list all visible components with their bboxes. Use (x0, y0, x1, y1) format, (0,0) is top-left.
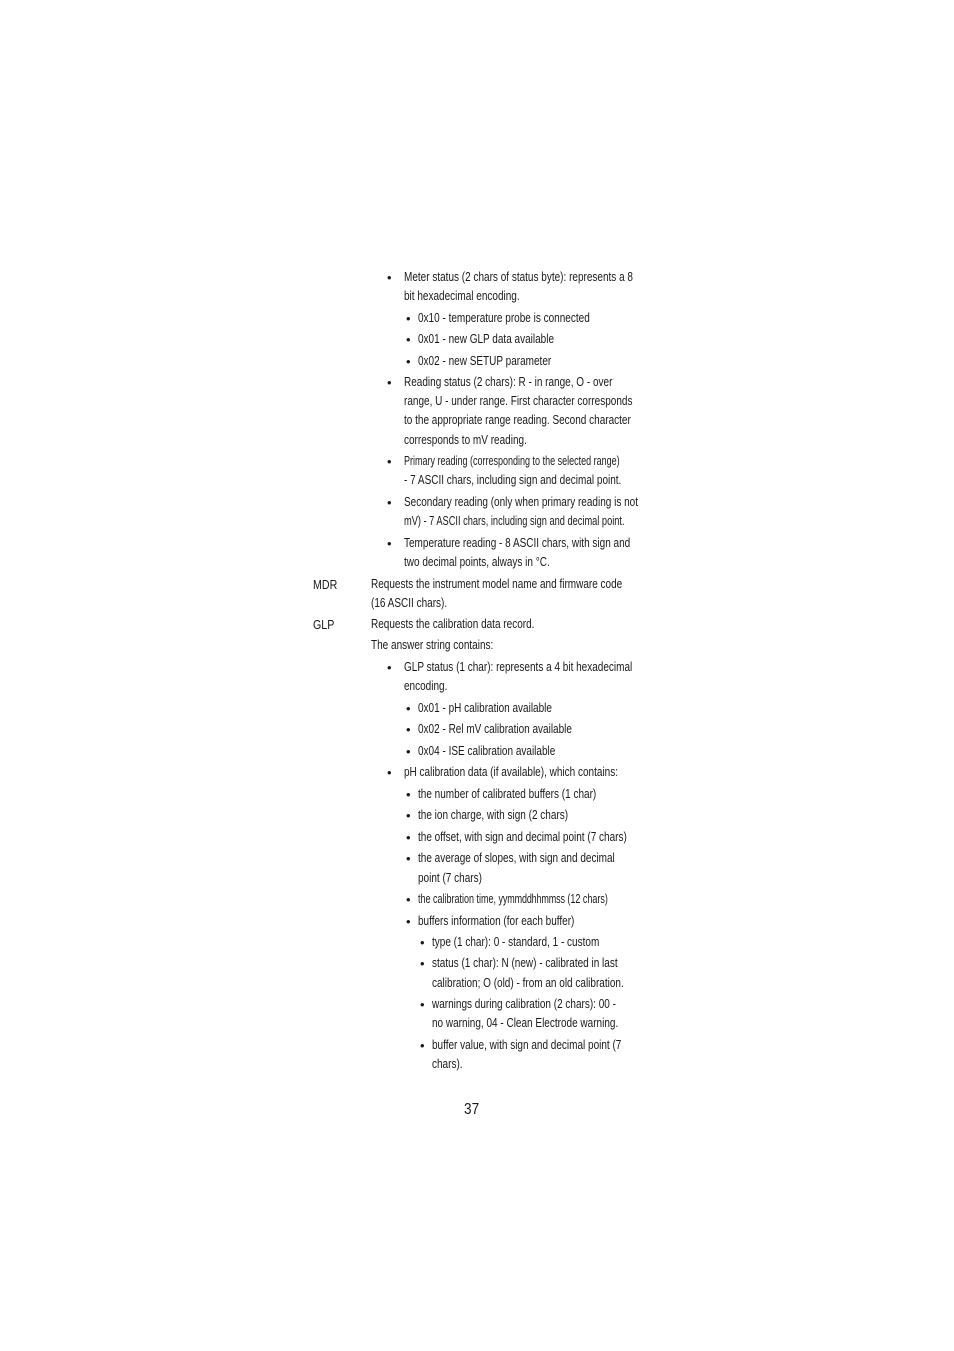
bullet: • (406, 808, 411, 823)
glp-status-line-1: GLP status (1 char): represents a 4 bit hexadecimal (404, 660, 633, 674)
temperature-reading-line-1: Temperature reading - 8 ASCII chars, with sign and (404, 536, 631, 550)
reading-status-line-1: Reading status (2 chars): R - in range, O - over (404, 375, 613, 389)
bullet: • (406, 892, 411, 907)
bullet: • (420, 1038, 425, 1053)
glp-status-line-2: encoding. (404, 679, 448, 693)
time-format-code: yymmddhhmmss (498, 892, 565, 906)
bullet: • (387, 375, 392, 390)
ph-item-buffers-info: buffers information (for each buffer) (418, 914, 575, 928)
buffer-value-line-2: chars). (432, 1057, 463, 1071)
temperature-reading-line-2: two decimal points, always in °C. (404, 555, 550, 569)
glp-description: Requests the calibration data record. (371, 617, 535, 631)
reading-status-line-2: range, U - under range. First character corresponds (404, 394, 633, 408)
mdr-description-line-1: Requests the instrument model name and firmware code (371, 577, 623, 591)
glp-answer-intro: The answer string contains: (371, 638, 494, 652)
ph-item-offset: the offset, with sign and decimal point (7 chars) (418, 830, 627, 844)
ph-calibration-data: pH calibration data (if available), which contains: (404, 765, 618, 779)
ph-item-buffers: the number of calibrated buffers (1 char) (418, 787, 597, 801)
mdr-description-line-2: (16 ASCII chars). (371, 596, 448, 610)
buffer-status-line-2: calibration; O (old) - from an old calibration. (432, 976, 624, 990)
bullet: • (406, 744, 411, 759)
bullet: • (387, 495, 392, 510)
bullet: • (406, 701, 411, 716)
glp-status-sub-3: 0x04 - ISE calibration available (418, 744, 556, 758)
ph-item-slopes-line-2: point (7 chars) (418, 871, 482, 885)
buffer-warnings-line-1: warnings during calibration (2 chars): 00 - (432, 997, 616, 1011)
command-glp: GLP (313, 617, 335, 632)
ph-item-ion-charge: the ion charge, with sign (2 chars) (418, 808, 569, 822)
primary-reading-line-1: Primary reading (corresponding to the selected range) (404, 454, 620, 468)
bullet: • (406, 851, 411, 866)
secondary-reading-line-1: Secondary reading (only when primary reading is not (404, 495, 639, 509)
ph-item-slopes-line-1: the average of slopes, with sign and decimal (418, 851, 615, 865)
bullet: • (406, 914, 411, 929)
meter-status-sub-3: 0x02 - new SETUP parameter (418, 354, 552, 368)
bullet: • (406, 332, 411, 347)
bullet: • (406, 787, 411, 802)
buffer-value-line-1: buffer value, with sign and decimal point (7 (432, 1038, 622, 1052)
bullet: • (406, 311, 411, 326)
command-mdr: MDR (313, 577, 338, 592)
bullet: • (387, 765, 392, 780)
secondary-reading-line-2: mV) - 7 ASCII chars, including sign and decimal point. (404, 514, 625, 528)
bullet: • (420, 935, 425, 950)
bullet: • (406, 722, 411, 737)
bullet: • (420, 997, 425, 1012)
buffer-type: type (1 char): 0 - standard, 1 - custom (432, 935, 600, 949)
time-prefix: the calibration time, (418, 892, 499, 906)
buffer-status-line-1: status (1 char): N (new) - calibrated in last (432, 956, 618, 970)
ph-item-calibration-time (418, 890, 608, 910)
bullet: • (406, 830, 411, 845)
page-number: 37 (464, 1101, 480, 1118)
reading-status-line-3: to the appropriate range reading. Second character (404, 413, 631, 427)
bullet: • (387, 660, 392, 675)
meter-status-sub-1: 0x10 - temperature probe is connected (418, 311, 590, 325)
glp-status-sub-2: 0x02 - Rel mV calibration available (418, 722, 572, 736)
meter-status-line-1: Meter status (2 chars of status byte): represents a 8 (404, 270, 633, 284)
bullet: • (420, 956, 425, 971)
primary-reading-line-2: - 7 ASCII chars, including sign and decimal point. (404, 473, 622, 487)
time-suffix: (12 chars) (564, 892, 608, 906)
glp-status-sub-1: 0x01 - pH calibration available (418, 701, 552, 715)
meter-status-line-2: bit hexadecimal encoding. (404, 289, 520, 303)
meter-status-sub-2: 0x01 - new GLP data available (418, 332, 555, 346)
bullet: • (387, 270, 392, 285)
reading-status-line-4: corresponds to mV reading. (404, 433, 527, 447)
bullet: • (387, 536, 392, 551)
bullet: • (406, 354, 411, 369)
buffer-warnings-line-2: no warning, 04 - Clean Electrode warning. (432, 1016, 619, 1030)
bullet: • (387, 454, 392, 469)
